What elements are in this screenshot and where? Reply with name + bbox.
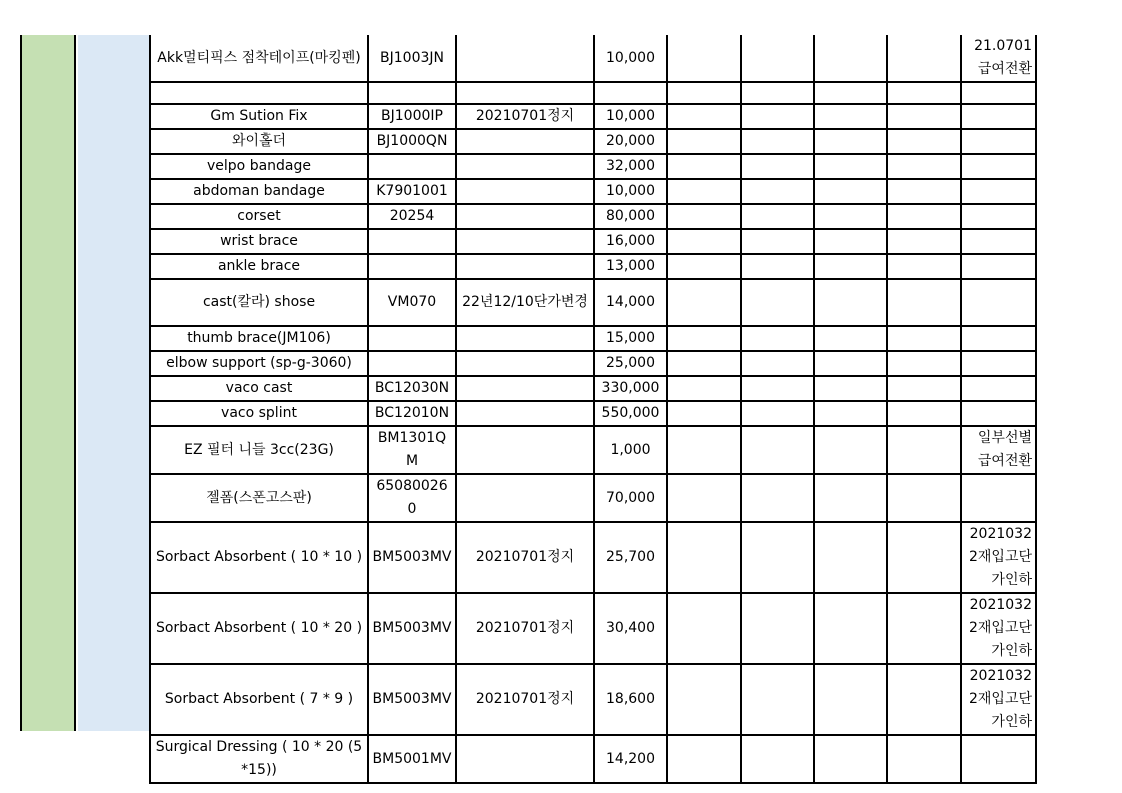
item-note-cell: 20210322재입고단가인하 [961, 593, 1036, 664]
table-row [150, 104, 1036, 129]
item-name-cell: EZ 필터 니들 3cc(23G) [150, 426, 368, 474]
empty-cell [741, 82, 814, 104]
item-status-cell: 20210701정지 [456, 593, 594, 664]
item-price-cell: 10,000 [594, 104, 667, 129]
item-note-cell [961, 129, 1036, 154]
item-status-cell [456, 401, 594, 426]
item-name-cell: wrist brace [150, 229, 368, 254]
product-table [149, 35, 1037, 784]
empty-cell [667, 279, 741, 326]
item-status-cell [456, 129, 594, 154]
item-price-cell: 13,000 [594, 254, 667, 279]
empty-cell [741, 735, 814, 783]
item-note-cell: 21.0701 급여전환 [961, 35, 1036, 82]
item-name-cell: Akk멀티픽스 점착테이프(마킹펜) [150, 35, 368, 82]
item-name-cell: velpo bandage [150, 154, 368, 179]
item-status-cell [456, 351, 594, 376]
item-price-cell: 330,000 [594, 376, 667, 401]
item-status-cell [456, 474, 594, 522]
item-status-cell [456, 204, 594, 229]
item-note-cell [961, 82, 1036, 104]
empty-cell [814, 474, 887, 522]
item-status-cell [456, 376, 594, 401]
item-price-cell: 25,000 [594, 351, 667, 376]
item-name-cell: vaco splint [150, 401, 368, 426]
left-green-band [20, 35, 76, 731]
empty-cell [887, 254, 961, 279]
item-note-cell [961, 154, 1036, 179]
item-code-cell: BM5003MV [368, 522, 456, 593]
empty-cell [741, 254, 814, 279]
item-status-cell [456, 326, 594, 351]
empty-cell [667, 351, 741, 376]
empty-cell [887, 35, 961, 82]
empty-cell [814, 351, 887, 376]
table-row [150, 204, 1036, 229]
empty-cell [667, 35, 741, 82]
empty-cell [887, 204, 961, 229]
empty-cell [814, 279, 887, 326]
item-name-cell: Sorbact Absorbent ( 10 * 10 ) [150, 522, 368, 593]
empty-cell [814, 735, 887, 783]
empty-cell [741, 426, 814, 474]
item-code-cell: BC12030N [368, 376, 456, 401]
table-row [150, 179, 1036, 204]
empty-cell [814, 104, 887, 129]
item-name-cell [150, 82, 368, 104]
item-status-cell: 20210701정지 [456, 104, 594, 129]
empty-cell [814, 376, 887, 401]
item-price-cell: 70,000 [594, 474, 667, 522]
item-price-cell: 550,000 [594, 401, 667, 426]
empty-cell [741, 129, 814, 154]
empty-cell [741, 376, 814, 401]
empty-cell [741, 229, 814, 254]
item-note-cell: 일부선별 급여전환 [961, 426, 1036, 474]
item-code-cell: BM5001MV [368, 735, 456, 783]
item-status-cell [456, 82, 594, 104]
empty-cell [741, 204, 814, 229]
empty-cell [887, 735, 961, 783]
item-name-cell: Surgical Dressing ( 10 * 20 (5*15)) [150, 735, 368, 783]
empty-cell [814, 593, 887, 664]
item-price-cell: 18,600 [594, 664, 667, 735]
empty-cell [814, 426, 887, 474]
empty-cell [814, 154, 887, 179]
table-row [150, 593, 1036, 664]
item-code-cell: 20254 [368, 204, 456, 229]
empty-cell [741, 474, 814, 522]
item-price-cell: 80,000 [594, 204, 667, 229]
empty-cell [667, 179, 741, 204]
empty-cell [741, 522, 814, 593]
item-code-cell: BJ1000QN [368, 129, 456, 154]
table-row [150, 401, 1036, 426]
item-status-cell: 22년12/10단가변경 [456, 279, 594, 326]
item-code-cell: BJ1003JN [368, 35, 456, 82]
empty-cell [667, 474, 741, 522]
empty-cell [667, 82, 741, 104]
empty-cell [814, 229, 887, 254]
item-price-cell: 16,000 [594, 229, 667, 254]
table-row [150, 664, 1036, 735]
empty-cell [667, 104, 741, 129]
empty-cell [741, 154, 814, 179]
empty-cell [814, 664, 887, 735]
item-note-cell [961, 179, 1036, 204]
item-name-cell: 젤폼(스폰고스판) [150, 474, 368, 522]
item-code-cell [368, 254, 456, 279]
table-row [150, 229, 1036, 254]
empty-cell [667, 229, 741, 254]
empty-cell [741, 664, 814, 735]
table-row [150, 735, 1036, 783]
empty-cell [887, 179, 961, 204]
item-note-cell: 20210322재입고단가인하 [961, 664, 1036, 735]
item-code-cell [368, 351, 456, 376]
empty-cell [887, 426, 961, 474]
item-price-cell: 1,000 [594, 426, 667, 474]
item-code-cell [368, 82, 456, 104]
item-price-cell [594, 82, 667, 104]
empty-cell [814, 401, 887, 426]
item-name-cell: abdoman bandage [150, 179, 368, 204]
left-blue-band [78, 35, 150, 731]
item-name-cell: Sorbact Absorbent ( 7 * 9 ) [150, 664, 368, 735]
item-code-cell [368, 154, 456, 179]
item-status-cell [456, 154, 594, 179]
item-status-cell [456, 735, 594, 783]
empty-cell [741, 351, 814, 376]
empty-cell [887, 474, 961, 522]
empty-cell [887, 522, 961, 593]
empty-cell [667, 376, 741, 401]
item-price-cell: 20,000 [594, 129, 667, 154]
item-note-cell [961, 229, 1036, 254]
item-code-cell: K7901001 [368, 179, 456, 204]
empty-cell [741, 35, 814, 82]
empty-cell [887, 376, 961, 401]
empty-cell [887, 229, 961, 254]
item-name-cell: ankle brace [150, 254, 368, 279]
item-note-cell: 20210322재입고단가인하 [961, 522, 1036, 593]
item-note-cell [961, 326, 1036, 351]
empty-cell [887, 154, 961, 179]
table-row [150, 279, 1036, 326]
table-row [150, 474, 1036, 522]
item-note-cell [961, 104, 1036, 129]
empty-cell [814, 35, 887, 82]
item-code-cell: BJ1000IP [368, 104, 456, 129]
empty-cell [667, 254, 741, 279]
empty-cell [887, 401, 961, 426]
item-status-cell [456, 254, 594, 279]
item-code-cell [368, 326, 456, 351]
item-price-cell: 25,700 [594, 522, 667, 593]
item-name-cell: 와이홀더 [150, 129, 368, 154]
table-row [150, 82, 1036, 104]
table-row [150, 129, 1036, 154]
empty-cell [814, 522, 887, 593]
empty-cell [741, 104, 814, 129]
empty-cell [887, 104, 961, 129]
empty-cell [887, 129, 961, 154]
table-row [150, 426, 1036, 474]
empty-cell [741, 179, 814, 204]
item-price-cell: 14,000 [594, 279, 667, 326]
item-code-cell: 650800260 [368, 474, 456, 522]
empty-cell [667, 735, 741, 783]
empty-cell [814, 326, 887, 351]
item-name-cell: thumb brace(JM106) [150, 326, 368, 351]
empty-cell [887, 664, 961, 735]
empty-cell [667, 326, 741, 351]
item-status-cell: 20210701정지 [456, 522, 594, 593]
empty-cell [667, 593, 741, 664]
empty-cell [667, 154, 741, 179]
item-note-cell [961, 401, 1036, 426]
empty-cell [741, 593, 814, 664]
empty-cell [814, 82, 887, 104]
item-name-cell: vaco cast [150, 376, 368, 401]
empty-cell [887, 279, 961, 326]
item-name-cell: cast(칼라) shose [150, 279, 368, 326]
empty-cell [887, 351, 961, 376]
item-name-cell: Gm Sution Fix [150, 104, 368, 129]
item-status-cell [456, 426, 594, 474]
empty-cell [887, 593, 961, 664]
item-note-cell [961, 351, 1036, 376]
empty-cell [667, 664, 741, 735]
table-row [150, 254, 1036, 279]
empty-cell [814, 204, 887, 229]
item-name-cell: Sorbact Absorbent ( 10 * 20 ) [150, 593, 368, 664]
empty-cell [887, 82, 961, 104]
table-row [150, 351, 1036, 376]
item-note-cell [961, 279, 1036, 326]
empty-cell [667, 522, 741, 593]
item-price-cell: 32,000 [594, 154, 667, 179]
item-price-cell: 10,000 [594, 35, 667, 82]
table-row [150, 35, 1036, 82]
item-name-cell: elbow support (sp-g-3060) [150, 351, 368, 376]
item-note-cell [961, 735, 1036, 783]
item-note-cell [961, 204, 1036, 229]
item-price-cell: 15,000 [594, 326, 667, 351]
item-note-cell [961, 474, 1036, 522]
item-name-cell: corset [150, 204, 368, 229]
table-body [150, 35, 1036, 783]
item-code-cell: BC12010N [368, 401, 456, 426]
table-row [150, 326, 1036, 351]
empty-cell [814, 254, 887, 279]
item-price-cell: 10,000 [594, 179, 667, 204]
table-row [150, 376, 1036, 401]
item-code-cell: BM5003MV [368, 593, 456, 664]
empty-cell [741, 279, 814, 326]
empty-cell [667, 401, 741, 426]
item-note-cell [961, 254, 1036, 279]
item-note-cell [961, 376, 1036, 401]
empty-cell [741, 326, 814, 351]
empty-cell [814, 129, 887, 154]
item-price-cell: 14,200 [594, 735, 667, 783]
item-price-cell: 30,400 [594, 593, 667, 664]
item-code-cell: VM070 [368, 279, 456, 326]
item-code-cell: BM5003MV [368, 664, 456, 735]
empty-cell [741, 401, 814, 426]
empty-cell [667, 204, 741, 229]
table-row [150, 522, 1036, 593]
item-status-cell [456, 229, 594, 254]
item-status-cell [456, 179, 594, 204]
item-status-cell: 20210701정지 [456, 664, 594, 735]
item-code-cell: BM1301QM [368, 426, 456, 474]
empty-cell [814, 179, 887, 204]
empty-cell [667, 129, 741, 154]
empty-cell [667, 426, 741, 474]
table-row [150, 154, 1036, 179]
item-code-cell [368, 229, 456, 254]
empty-cell [887, 326, 961, 351]
item-status-cell [456, 35, 594, 82]
